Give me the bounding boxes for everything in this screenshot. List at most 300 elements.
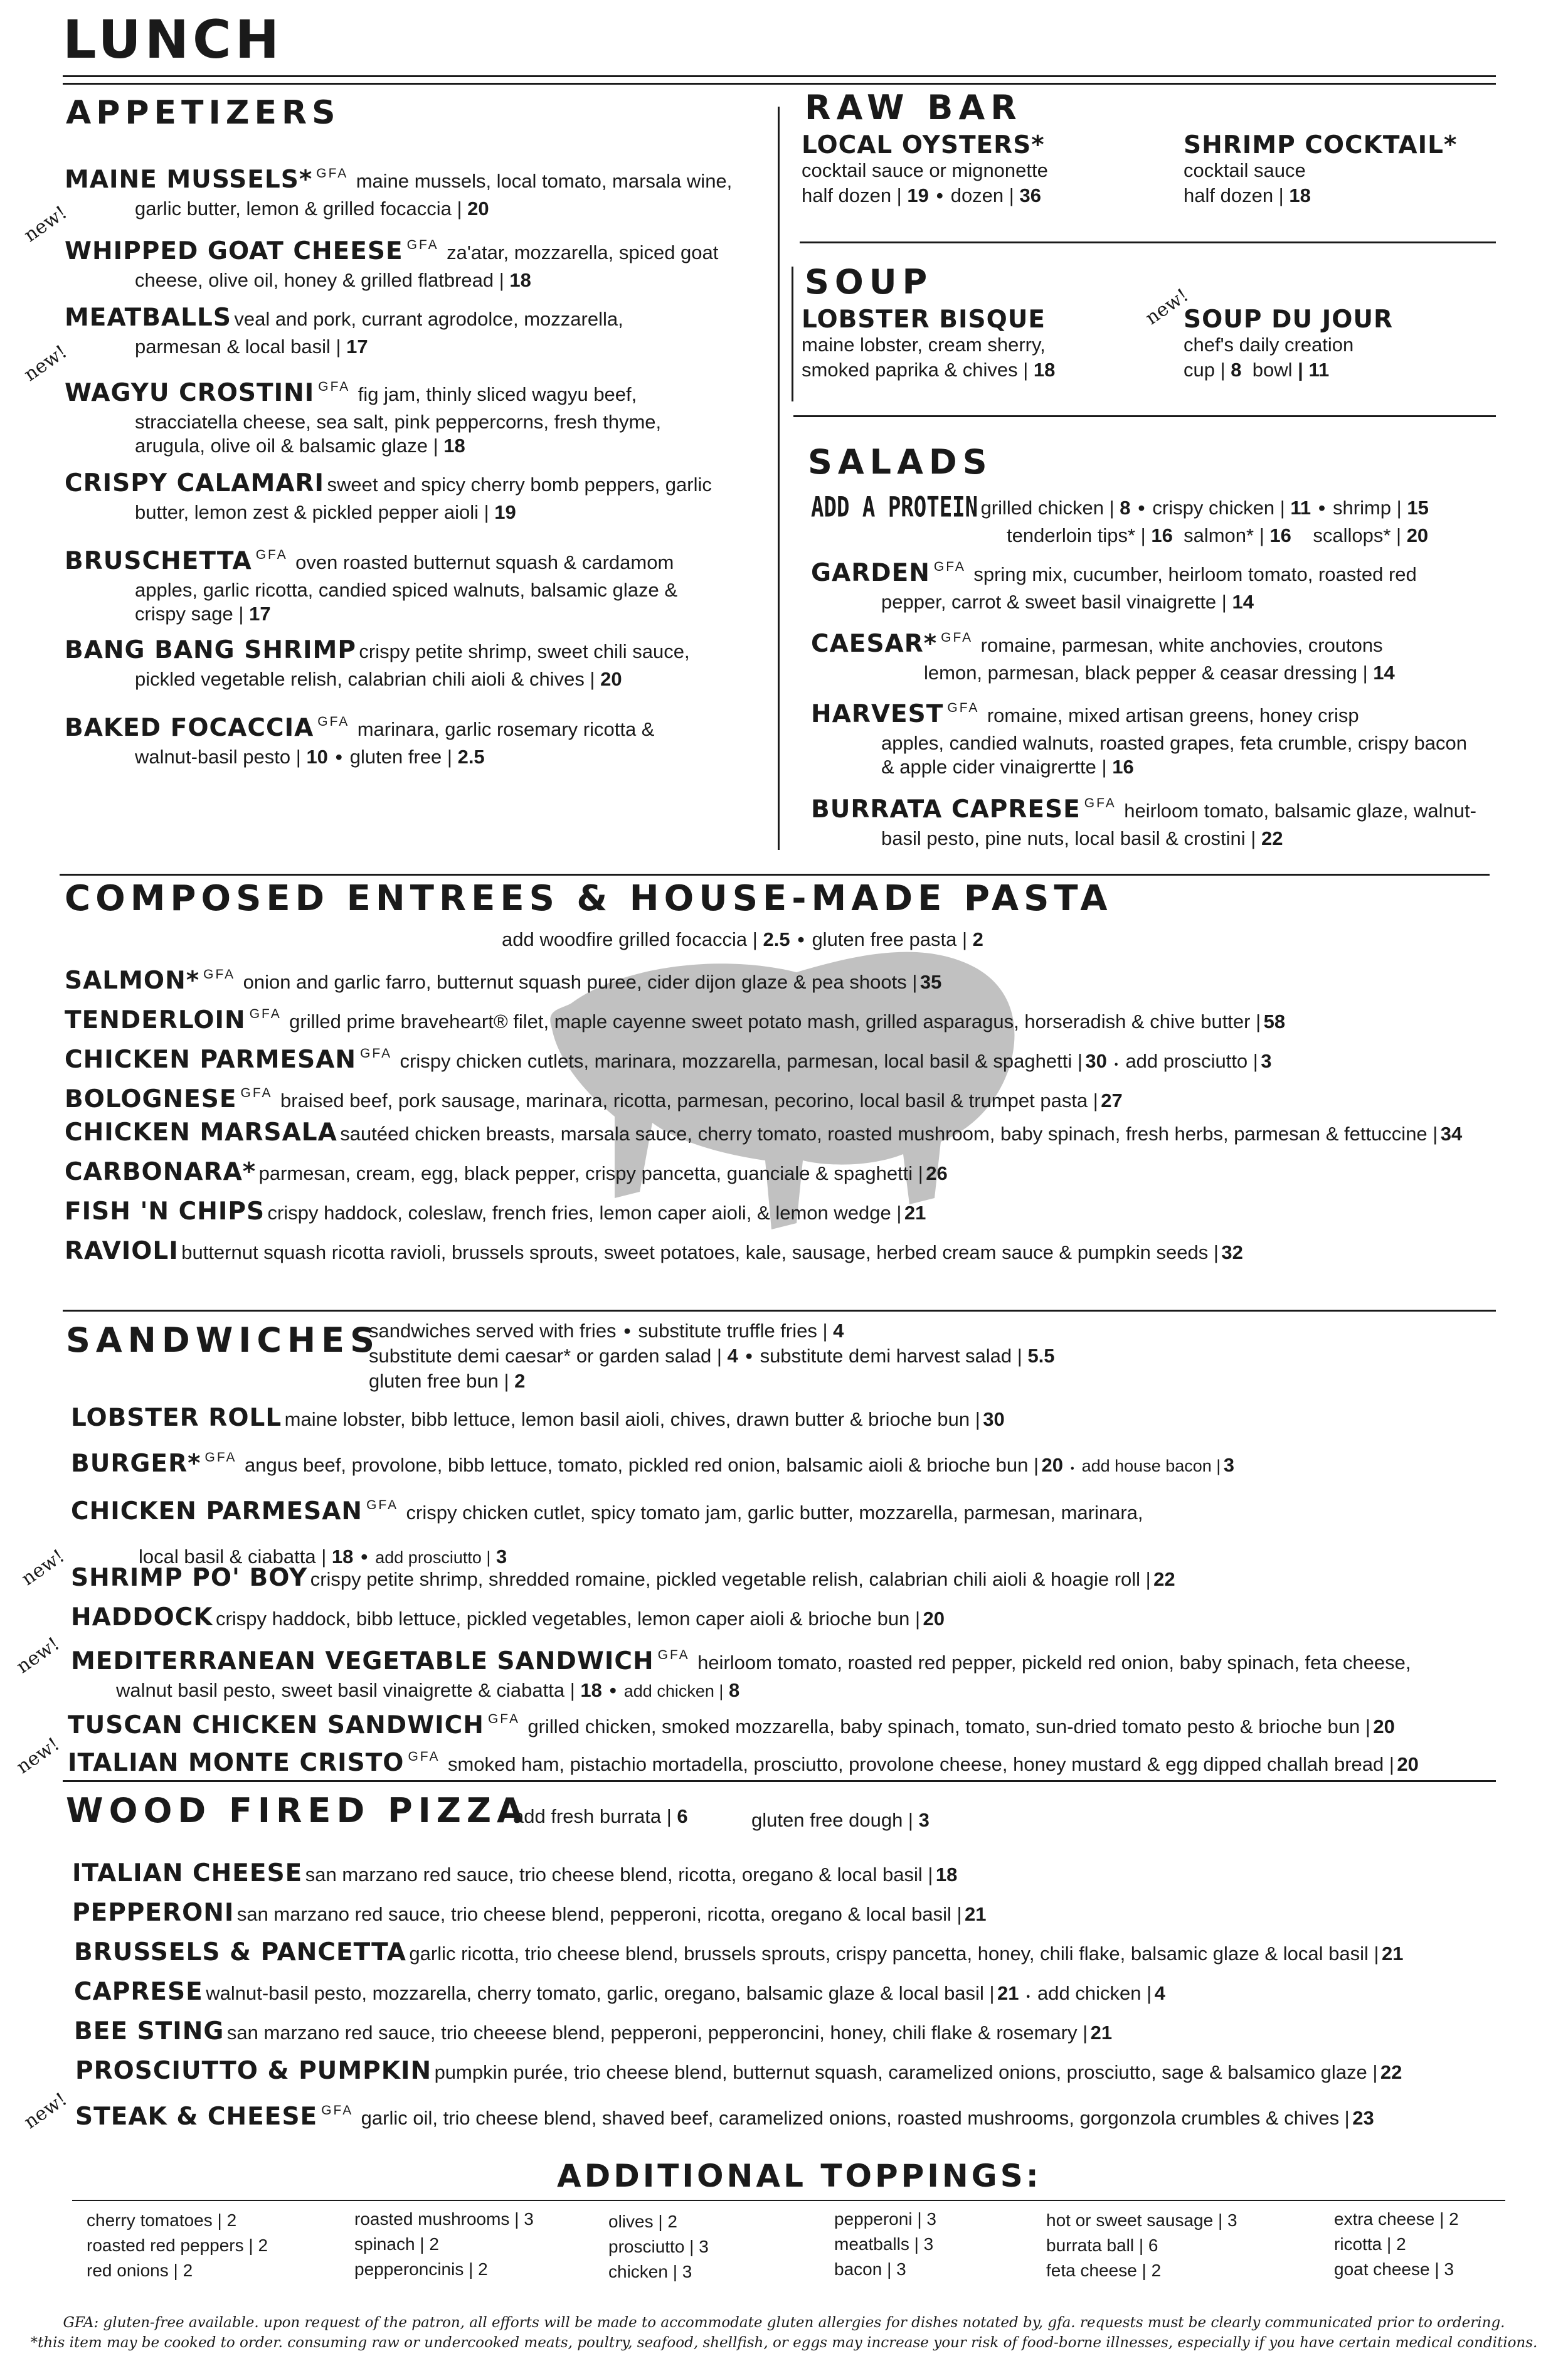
item-name: HARVEST bbox=[811, 700, 944, 728]
item-name: LOCAL OYSTERS* bbox=[802, 131, 1045, 159]
item-desc: grilled prime braveheart® filet, maple cayenne sweet potato mash, grilled asparagus, horseradish & chive butter | bbox=[289, 1011, 1261, 1032]
note-price: 4 bbox=[833, 1320, 844, 1342]
gfa-tag: GFA bbox=[240, 1086, 273, 1100]
item-name: BURRATA CAPRESE bbox=[811, 795, 1081, 824]
item-price: 18 bbox=[935, 1864, 958, 1886]
item-desc: pickled vegetable relish, calabrian chili aioli & chives | bbox=[135, 668, 595, 690]
item-extra-price: 8 bbox=[729, 1679, 740, 1701]
item-name: TUSCAN CHICKEN SANDWICH bbox=[68, 1711, 484, 1739]
section-rule bbox=[72, 2200, 1505, 2201]
section-rule bbox=[60, 874, 1490, 876]
gfa-tag: GFA bbox=[408, 1749, 440, 1764]
gfa-tag: GFA bbox=[204, 1450, 237, 1465]
item-extra: add house bacon | bbox=[1081, 1456, 1221, 1475]
soup-du-jour bbox=[1184, 307, 1393, 383]
item-price: 19 bbox=[907, 184, 929, 206]
header-rule-bottom bbox=[63, 83, 1496, 85]
item-desc: oven roasted butternut squash & cardamom bbox=[295, 551, 674, 573]
item-price: 10 bbox=[306, 746, 328, 768]
subline-price: 2.5 bbox=[763, 928, 790, 950]
note-price: 5.5 bbox=[1027, 1345, 1055, 1367]
item-desc: crispy haddock, coleslaw, french fries, lemon caper aioli, & lemon wedge | bbox=[267, 1202, 902, 1224]
topping-item: roasted mushrooms | 3 bbox=[354, 2209, 534, 2229]
salad-item bbox=[811, 626, 1395, 685]
item-name: BURGER* bbox=[71, 1450, 201, 1478]
item-price: 21 bbox=[1090, 2022, 1113, 2044]
toppings-column bbox=[1046, 2208, 1237, 2283]
item-desc: sautéed chicken breasts, marsala sauce, cherry tomato, roasted mushroom, baby spinach, fresh herbs, parmesan & fettuccine | bbox=[340, 1123, 1438, 1145]
item-desc: crispy chicken cutlets, marinara, mozzarella, parmesan, local basil & spaghetti | bbox=[400, 1050, 1083, 1072]
topping-item: bacon | 3 bbox=[834, 2259, 906, 2279]
item-desc: parmesan & local basil | bbox=[135, 336, 341, 358]
protein-price: 20 bbox=[1406, 524, 1429, 546]
item-price: | 11 bbox=[1298, 359, 1330, 381]
item-price: 22 bbox=[1261, 827, 1283, 849]
item-name: PROSCIUTTO & PUMPKIN bbox=[75, 2057, 432, 2085]
item-desc: cheese, olive oil, honey & grilled flatbread | bbox=[135, 269, 504, 291]
item-extra-price: 2.5 bbox=[457, 746, 485, 768]
item-price: 14 bbox=[1232, 591, 1254, 613]
section-rule bbox=[793, 415, 1496, 417]
pizza-subline bbox=[513, 1805, 688, 1828]
item-desc: za'atar, mozzarella, spiced goat bbox=[447, 241, 719, 263]
subline-price: 6 bbox=[677, 1805, 688, 1827]
item-name: SOUP DU JOUR bbox=[1184, 305, 1394, 334]
note-price: 2 bbox=[514, 1370, 526, 1392]
item-extra: add prosciutto | bbox=[375, 1548, 491, 1567]
new-tag: new! bbox=[12, 1633, 64, 1678]
item-name: ITALIAN MONTE CRISTO bbox=[68, 1749, 405, 1777]
item-name: LOBSTER ROLL bbox=[71, 1404, 282, 1432]
item-name: ITALIAN CHEESE bbox=[72, 1859, 303, 1887]
item-price: 21 bbox=[997, 1982, 1019, 2004]
toppings-title: ADDITIONAL TOPPINGS: bbox=[557, 2158, 1042, 2194]
item-desc: cup | bbox=[1184, 359, 1226, 381]
protein-price: 11 bbox=[1290, 497, 1311, 519]
item-desc: & apple cider vinaigrertte | bbox=[881, 756, 1107, 778]
soup-title: SOUP bbox=[805, 262, 933, 302]
item-desc: half dozen | bbox=[1184, 184, 1284, 206]
subline-text: gluten free pasta | bbox=[812, 928, 968, 950]
item-desc: fig jam, thinly sliced wagyu beef, bbox=[358, 383, 637, 405]
toppings-column bbox=[87, 2208, 268, 2283]
item-price: 20 bbox=[923, 1608, 945, 1630]
protein-option: crispy chicken | bbox=[1152, 497, 1285, 519]
topping-item: red onions | 2 bbox=[87, 2261, 193, 2280]
note-text: substitute demi harvest salad | bbox=[760, 1345, 1022, 1367]
item-name: HADDOCK bbox=[71, 1603, 213, 1631]
item-name: CAESAR* bbox=[811, 630, 938, 658]
topping-item: feta cheese | 2 bbox=[1046, 2261, 1162, 2280]
new-tag: new! bbox=[1141, 284, 1193, 329]
pizza-item bbox=[75, 2099, 1374, 2134]
protein-option: salmon* | bbox=[1184, 524, 1264, 546]
item-extra-price: 3 bbox=[1223, 1454, 1234, 1476]
note-text: sandwiches served with fries bbox=[369, 1320, 617, 1342]
subline-text: add fresh burrata | bbox=[513, 1805, 672, 1827]
item-name: CHICKEN PARMESAN bbox=[71, 1497, 363, 1525]
topping-item: hot or sweet sausage | 3 bbox=[1046, 2210, 1237, 2230]
item-price: 19 bbox=[494, 501, 516, 523]
sandwich-item bbox=[71, 1643, 1411, 1703]
appetizer-item bbox=[65, 306, 623, 359]
protein-option: shrimp | bbox=[1333, 497, 1402, 519]
add-protein-label: ADD A PROTEIN bbox=[811, 491, 978, 524]
item-name: MAINE MUSSELS* bbox=[65, 166, 313, 194]
item-price: 30 bbox=[983, 1408, 1005, 1430]
item-extra-price: 3 bbox=[1261, 1050, 1272, 1072]
separator-dot: • bbox=[745, 1345, 753, 1367]
item-desc: sweet and spicy cherry bomb peppers, garlic bbox=[327, 474, 712, 496]
sandwich-item bbox=[71, 1406, 1005, 1435]
item-desc: butternut squash ricotta ravioli, brussels sprouts, sweet potatoes, kale, sausage, herbed cream sauce & pumpkin seeds | bbox=[181, 1241, 1219, 1263]
raw-bar-title: RAW BAR bbox=[805, 88, 1022, 127]
item-desc: angus beef, provolone, bibb lettuce, tomato, pickled red onion, balsamic aioli & brioche bun | bbox=[244, 1454, 1039, 1476]
entree-item bbox=[65, 1197, 926, 1229]
gfa-tag: GFA bbox=[321, 2103, 354, 2118]
item-desc: stracciatella cheese, sea salt, pink peppercorns, fresh thyme, bbox=[135, 411, 662, 433]
entree-item bbox=[65, 1239, 1243, 1268]
separator-dot: • bbox=[936, 184, 943, 206]
topping-item: ricotta | 2 bbox=[1334, 2234, 1406, 2254]
item-desc: crispy chicken cutlet, spicy tomato jam, garlic butter, mozzarella, parmesan, marinara, bbox=[406, 1502, 1143, 1524]
item-name: RAVIOLI bbox=[65, 1237, 179, 1265]
new-tag: new! bbox=[19, 201, 72, 247]
item-extra-price: 4 bbox=[1154, 1982, 1165, 2004]
item-desc: basil pesto, pine nuts, local basil & crostini | bbox=[881, 827, 1256, 849]
section-rule bbox=[63, 1780, 1496, 1782]
pizza-item bbox=[72, 1901, 987, 1930]
separator-dot: • bbox=[361, 1546, 368, 1568]
separator-dot: • bbox=[1318, 497, 1326, 519]
sandwiches-notes bbox=[369, 1318, 1055, 1394]
toppings-column bbox=[354, 2207, 534, 2282]
sandwich-item bbox=[71, 1566, 1175, 1595]
item-name: BANG BANG SHRIMP bbox=[65, 636, 356, 664]
item-name: BAKED FOCACCIA bbox=[65, 714, 314, 742]
item-name: WHIPPED GOAT CHEESE bbox=[65, 237, 403, 265]
item-desc: bowl bbox=[1252, 359, 1293, 381]
item-desc: maine lobster, cream sherry, bbox=[802, 334, 1046, 356]
pizza-subline bbox=[751, 1809, 930, 1832]
gfa-tag: GFA bbox=[657, 1648, 690, 1662]
gfa-tag: GFA bbox=[203, 967, 236, 982]
item-extra: add chicken | bbox=[1037, 1982, 1152, 2004]
item-desc: onion and garlic farro, butternut squash puree, cider dijon glaze & pea shoots | bbox=[243, 971, 918, 993]
item-extra: add prosciutto | bbox=[1125, 1050, 1258, 1072]
topping-item: prosciutto | 3 bbox=[608, 2237, 709, 2256]
toppings-column bbox=[608, 2209, 709, 2284]
item-name: LOBSTER BISQUE bbox=[802, 305, 1046, 334]
salads-title: SALADS bbox=[808, 442, 993, 482]
item-desc: crispy petite shrimp, shredded romaine, pickled vegetable relish, calabrian chili aioli & hoagie roll | bbox=[310, 1568, 1151, 1590]
pizza-item bbox=[75, 2059, 1402, 2088]
separator-dot: • bbox=[335, 746, 342, 768]
item-desc: apples, candied walnuts, roasted grapes, feta crumble, crispy bacon bbox=[881, 732, 1467, 754]
item-price: 36 bbox=[1019, 184, 1041, 206]
header-rule-top bbox=[63, 75, 1496, 77]
appetizers-title: APPETIZERS bbox=[66, 94, 341, 132]
protein-price: 16 bbox=[1151, 524, 1173, 546]
item-price: 20 bbox=[600, 668, 622, 690]
item-desc: smoked ham, pistachio mortadella, prosciutto, provolone cheese, honey mustard & egg dipped challah bread | bbox=[447, 1753, 1394, 1775]
item-price: 21 bbox=[904, 1202, 926, 1224]
subline-text: gluten free dough | bbox=[751, 1809, 913, 1831]
item-price: 30 bbox=[1085, 1050, 1107, 1072]
item-desc: veal and pork, currant agrodolce, mozzarella, bbox=[234, 308, 623, 330]
item-desc: walnut-basil pesto | bbox=[135, 746, 301, 768]
appetizer-item bbox=[65, 375, 661, 458]
item-name: SALMON* bbox=[65, 967, 200, 995]
salad-item bbox=[811, 555, 1417, 614]
item-name: BRUSCHETTA bbox=[65, 547, 252, 575]
item-price: 20 bbox=[467, 198, 489, 220]
item-desc: dozen | bbox=[950, 184, 1014, 206]
item-desc: local basil & ciabatta | bbox=[139, 1546, 327, 1568]
gfa-tag: GFA bbox=[1084, 796, 1116, 810]
column-divider bbox=[778, 107, 780, 850]
gfa-tag: GFA bbox=[317, 714, 350, 729]
item-name: GARDEN bbox=[811, 559, 930, 587]
item-desc: half dozen | bbox=[802, 184, 902, 206]
item-desc: walnut basil pesto, sweet basil vinaigrette & ciabatta | bbox=[116, 1679, 575, 1701]
item-desc: heirloom tomato, balsamic glaze, walnut- bbox=[1124, 800, 1476, 822]
item-name: CHICKEN PARMESAN bbox=[65, 1046, 357, 1074]
protein-option: grilled chicken | bbox=[980, 497, 1115, 519]
protein-price: 8 bbox=[1120, 497, 1131, 519]
protein-option: tenderloin tips* | bbox=[1007, 524, 1146, 546]
pizza-item bbox=[72, 1859, 958, 1891]
section-rule bbox=[800, 241, 1496, 243]
gfa-tag: GFA bbox=[941, 630, 973, 645]
toppings-column bbox=[834, 2207, 936, 2282]
appetizer-item bbox=[65, 469, 712, 524]
gfa-tag: GFA bbox=[947, 701, 980, 715]
item-desc: spring mix, cucumber, heirloom tomato, roasted red bbox=[973, 563, 1417, 585]
item-extra-price: 3 bbox=[496, 1546, 507, 1568]
item-price: 16 bbox=[1112, 756, 1134, 778]
protein-price: 16 bbox=[1269, 524, 1291, 546]
item-desc: garlic ricotta, trio cheese blend, brussels sprouts, crispy pancetta, honey, chili flake, balsamic glaze & local basil | bbox=[409, 1943, 1379, 1965]
topping-item: goat cheese | 3 bbox=[1334, 2259, 1454, 2279]
item-price: 22 bbox=[1380, 2061, 1402, 2083]
item-desc: walnut-basil pesto, mozzarella, cherry tomato, garlic, oregano, balsamic glaze & local basil | bbox=[206, 1982, 995, 2004]
item-desc: crispy sage | bbox=[135, 603, 244, 625]
soup-divider bbox=[792, 267, 793, 401]
item-desc: braised beef, pork sausage, marinara, ricotta, parmesan, pecorino, local basil & trumpet pasta | bbox=[280, 1090, 1098, 1112]
item-name: STEAK & CHEESE bbox=[75, 2103, 318, 2131]
topping-item: extra cheese | 2 bbox=[1334, 2209, 1459, 2229]
gfa-tag: GFA bbox=[255, 548, 288, 562]
separator-dot: • bbox=[1114, 1059, 1118, 1070]
salads-protein bbox=[811, 491, 1429, 548]
protein-price: 15 bbox=[1407, 497, 1429, 519]
separator-dot: • bbox=[623, 1320, 631, 1342]
item-desc: pumpkin purée, trio cheese blend, butternut squash, caramelized onions, prosciutto, sage & balsamico glaze | bbox=[434, 2061, 1378, 2083]
item-desc: pepper, carrot & sweet basil vinaigrette | bbox=[881, 591, 1227, 613]
item-desc: grilled chicken, smoked mozzarella, baby spinach, tomato, sun-dried tomato pesto & brioche bun | bbox=[527, 1716, 1370, 1738]
item-price: 8 bbox=[1231, 359, 1242, 381]
gfa-tag: GFA bbox=[318, 379, 351, 394]
item-name: BOLOGNESE bbox=[65, 1085, 237, 1113]
appetizer-item bbox=[65, 636, 690, 691]
item-desc: marinara, garlic rosemary ricotta & bbox=[357, 718, 655, 740]
item-name: WAGYU CROSTINI bbox=[65, 379, 315, 407]
item-name: CARBONARA* bbox=[65, 1158, 257, 1186]
entrees-subline bbox=[502, 928, 983, 951]
topping-item: cherry tomatoes | 2 bbox=[87, 2210, 237, 2230]
topping-item: meatballs | 3 bbox=[834, 2234, 934, 2254]
topping-item: pepperoni | 3 bbox=[834, 2209, 936, 2229]
protein-option: scallops* | bbox=[1313, 524, 1402, 546]
salad-item bbox=[811, 792, 1476, 851]
new-tag: new! bbox=[19, 341, 72, 386]
gfa-tag: GFA bbox=[933, 560, 966, 574]
entree-item bbox=[65, 1042, 1272, 1077]
item-desc: san marzano red sauce, trio cheese blend, ricotta, oregano & local basil | bbox=[305, 1864, 933, 1886]
item-desc: san marzano red sauce, trio cheese blend, pepperoni, ricotta, oregano & local basil | bbox=[236, 1903, 962, 1925]
gfa-tag: GFA bbox=[487, 1712, 520, 1726]
item-extra: gluten free | bbox=[349, 746, 452, 768]
separator-dot: • bbox=[1138, 497, 1145, 519]
item-name: MEDITERRANEAN VEGETABLE SANDWICH bbox=[71, 1647, 654, 1675]
entree-item bbox=[65, 1118, 1463, 1150]
item-desc: chef's daily creation bbox=[1184, 334, 1354, 356]
item-price: 18 bbox=[443, 435, 465, 457]
item-desc: cocktail sauce or mignonette bbox=[802, 159, 1048, 181]
item-price: 18 bbox=[1033, 359, 1056, 381]
item-name: FISH 'N CHIPS bbox=[65, 1197, 265, 1226]
item-price: 18 bbox=[331, 1546, 354, 1568]
item-desc: crispy petite shrimp, sweet chili sauce, bbox=[359, 640, 690, 662]
appetizer-item bbox=[65, 543, 677, 626]
item-price: 26 bbox=[926, 1162, 948, 1184]
subline-price: 2 bbox=[972, 928, 983, 950]
item-price: 32 bbox=[1221, 1241, 1243, 1263]
item-desc: arugula, olive oil & balsamic glaze | bbox=[135, 435, 438, 457]
topping-item: spinach | 2 bbox=[354, 2234, 439, 2254]
item-price: 34 bbox=[1440, 1123, 1463, 1145]
sandwich-item bbox=[68, 1707, 1395, 1743]
item-desc: smoked paprika & chives | bbox=[802, 359, 1029, 381]
entrees-title: COMPOSED ENTREES & HOUSE-MADE PASTA bbox=[65, 878, 1113, 919]
separator-dot: • bbox=[797, 928, 805, 950]
item-price: 27 bbox=[1101, 1090, 1123, 1112]
item-desc: butter, lemon zest & pickled pepper aioli | bbox=[135, 501, 489, 523]
salad-item bbox=[811, 696, 1467, 779]
gfa-tag: GFA bbox=[366, 1498, 399, 1512]
item-price: 18 bbox=[509, 269, 531, 291]
item-extra: add chicken | bbox=[623, 1682, 724, 1700]
appetizer-item bbox=[65, 162, 732, 221]
note-price: 4 bbox=[727, 1345, 738, 1367]
item-name: SHRIMP COCKTAIL* bbox=[1184, 131, 1458, 159]
sandwiches-title: SANDWICHES bbox=[66, 1320, 380, 1360]
item-price: 20 bbox=[1373, 1716, 1395, 1738]
separator-dot: • bbox=[609, 1679, 617, 1701]
item-price: 20 bbox=[1041, 1454, 1063, 1476]
item-desc: cocktail sauce bbox=[1184, 159, 1306, 181]
gfa-tag: GFA bbox=[360, 1046, 393, 1061]
footer-gfa-note: GFA: gluten-free available. upon request of the patron, all efforts will be made to accommodate gluten allergies for dishes notated by, gfa. requests must be clearly communicated prior to ordering. bbox=[63, 2315, 1505, 2331]
item-desc: romaine, mixed artisan greens, honey crisp bbox=[987, 704, 1359, 726]
item-price: 20 bbox=[1397, 1753, 1419, 1775]
sandwich-item bbox=[71, 1446, 1234, 1481]
item-name: SHRIMP PO' BOY bbox=[71, 1564, 308, 1592]
item-name: TENDERLOIN bbox=[65, 1006, 246, 1034]
topping-item: chicken | 3 bbox=[608, 2262, 692, 2281]
item-desc: garlic oil, trio cheese blend, shaved beef, caramelized onions, roasted mushrooms, gorgonzola crumbles & chives | bbox=[361, 2107, 1350, 2129]
item-name: BEE STING bbox=[74, 2017, 225, 2045]
item-price: 17 bbox=[249, 603, 271, 625]
subline-text: add woodfire grilled focaccia | bbox=[502, 928, 758, 950]
item-desc: parmesan, cream, egg, black pepper, crispy pancetta, guanciale & spaghetti | bbox=[258, 1162, 923, 1184]
separator-dot: • bbox=[1026, 1992, 1030, 2002]
item-desc: san marzano red sauce, trio cheeese blend, pepperoni, pepperoncini, honey, chili flake & rosemary | bbox=[226, 2022, 1088, 2044]
topping-item: burrata ball | 6 bbox=[1046, 2236, 1158, 2255]
item-price: 35 bbox=[919, 971, 942, 993]
footer-raw-warning: *this item may be cooked to order. consuming raw or undercooked meats, poultry, seafood, shellfish, or eggs may increase your risk of food-borne illnesses, especially if you have certain medical conditions. bbox=[30, 2335, 1538, 2351]
item-name: CRISPY CALAMARI bbox=[65, 469, 325, 497]
entree-item bbox=[65, 1081, 1123, 1117]
item-price: 58 bbox=[1263, 1011, 1286, 1032]
item-price: 21 bbox=[965, 1903, 987, 1925]
item-name: MEATBALLS bbox=[65, 304, 231, 332]
item-desc: maine lobster, bibb lettuce, lemon basil aioli, chives, drawn butter & brioche bun | bbox=[284, 1408, 980, 1430]
note-text: substitute demi caesar* or garden salad | bbox=[369, 1345, 722, 1367]
item-price: 14 bbox=[1373, 662, 1395, 684]
item-desc: maine mussels, local tomato, marsala wine, bbox=[356, 170, 733, 192]
entree-item bbox=[65, 963, 941, 998]
new-tag: new! bbox=[12, 1733, 64, 1778]
soup-bisque bbox=[802, 307, 1055, 383]
item-desc: lemon, parmesan, black pepper & ceasar dressing | bbox=[924, 662, 1368, 684]
pizza-item bbox=[74, 2017, 1113, 2049]
entree-item bbox=[65, 1160, 948, 1189]
item-name: PEPPERONI bbox=[72, 1899, 235, 1927]
sandwich-item bbox=[68, 1745, 1419, 1780]
item-desc: heirloom tomato, roasted red pepper, pickeld red onion, baby spinach, feta cheese, bbox=[697, 1652, 1411, 1674]
item-desc: crispy haddock, bibb lettuce, pickled vegetables, lemon caper aioli & brioche bun | bbox=[216, 1608, 921, 1630]
topping-item: olives | 2 bbox=[608, 2212, 677, 2231]
gfa-tag: GFA bbox=[316, 166, 349, 181]
item-price: 21 bbox=[1382, 1943, 1404, 1965]
pizza-item bbox=[74, 1980, 1165, 2009]
raw-bar-shrimp bbox=[1184, 133, 1457, 208]
section-rule bbox=[63, 1310, 1496, 1312]
item-price: 22 bbox=[1153, 1568, 1175, 1590]
item-desc: romaine, parmesan, white anchovies, croutons bbox=[980, 634, 1383, 656]
new-tag: new! bbox=[17, 1545, 69, 1590]
new-tag: new! bbox=[19, 2088, 72, 2133]
note-text: substitute truffle fries | bbox=[638, 1320, 828, 1342]
item-price: 18 bbox=[580, 1679, 602, 1701]
item-price: 18 bbox=[1289, 184, 1311, 206]
topping-item: pepperoncinis | 2 bbox=[354, 2259, 488, 2279]
appetizer-item bbox=[65, 710, 654, 769]
gfa-tag: GFA bbox=[406, 238, 439, 252]
item-desc: garlic butter, lemon & grilled focaccia | bbox=[135, 198, 462, 220]
item-name: CAPRESE bbox=[74, 1978, 203, 2006]
sandwich-item bbox=[71, 1603, 945, 1635]
appetizer-item bbox=[65, 233, 718, 292]
page-title: LUNCH bbox=[63, 9, 283, 70]
toppings-column bbox=[1334, 2207, 1459, 2282]
item-price: 23 bbox=[1352, 2107, 1374, 2129]
item-desc: apples, garlic ricotta, candied spiced walnuts, balsamic glaze & bbox=[135, 579, 678, 601]
gfa-tag: GFA bbox=[249, 1007, 282, 1021]
raw-bar-oysters bbox=[802, 133, 1048, 208]
